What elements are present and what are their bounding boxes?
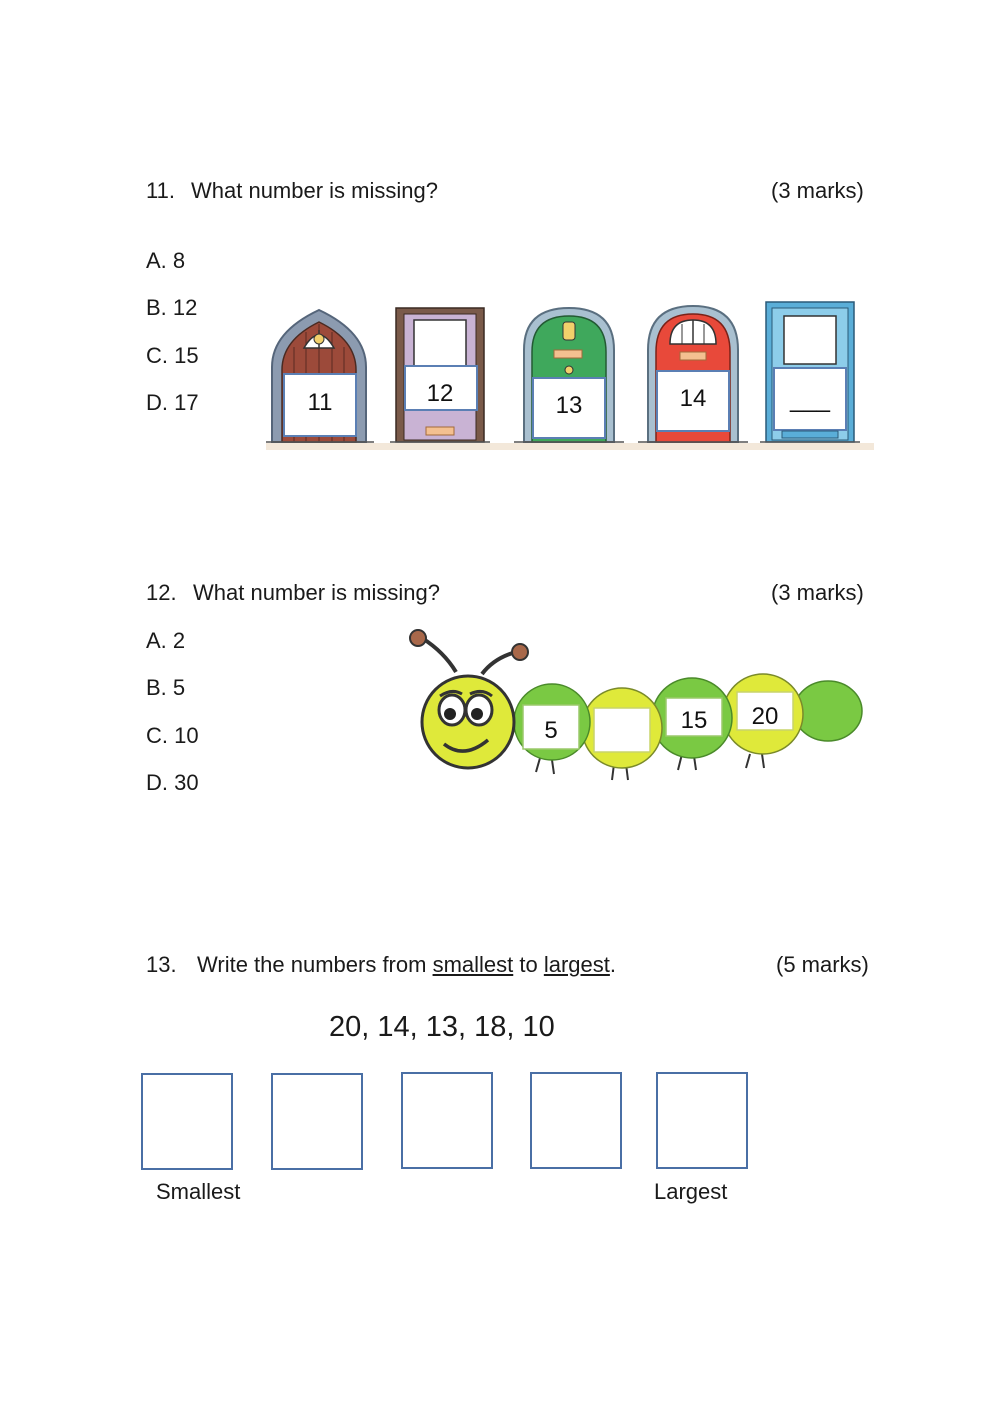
caterpillar-illustration	[400, 622, 870, 792]
label-smallest: Smallest	[156, 1179, 241, 1204]
caterpillar-tail	[794, 681, 862, 741]
q11-option-b[interactable]: B. 12	[146, 295, 198, 320]
doors-illustration	[262, 292, 878, 457]
answer-box-4[interactable]	[530, 1072, 622, 1169]
q13-number: 13.	[146, 952, 177, 977]
answer-box-2[interactable]	[271, 1073, 363, 1170]
q13-marks: (5 marks)	[776, 952, 869, 977]
q12-option-b[interactable]: B. 5	[146, 675, 186, 700]
q11-marks: (3 marks)	[771, 178, 864, 203]
q13-word-to: to	[513, 952, 544, 977]
q12-question: What number is missing?	[193, 580, 440, 605]
door-4-number: 14	[679, 385, 707, 412]
q13-question-end: .	[609, 952, 616, 977]
q13-word-smallest: smallest	[432, 952, 514, 977]
q12-option-a[interactable]: A. 2	[146, 628, 186, 653]
door-4	[638, 306, 748, 442]
door-5-number: ___	[789, 386, 831, 413]
q13-question-text: Write the numbers from	[197, 952, 433, 977]
q12-marks: (3 marks)	[771, 580, 864, 605]
door-3-number: 13	[555, 392, 583, 419]
door-5	[760, 302, 860, 442]
q11-option-a[interactable]: A. 8	[146, 248, 186, 273]
antenna-right	[482, 644, 528, 674]
door-3	[514, 308, 624, 442]
segment-1-number: 5	[544, 717, 558, 744]
antenna-left	[410, 630, 456, 672]
q11-question: What number is missing?	[191, 178, 438, 203]
q11-option-c[interactable]: C. 15	[146, 343, 199, 368]
q13-number-sequence: 20, 14, 13, 18, 10	[329, 1011, 555, 1043]
q11-number: 11.	[146, 178, 175, 203]
answer-box-5[interactable]	[656, 1072, 748, 1169]
q12-option-d[interactable]: D. 30	[146, 770, 199, 795]
segment-3-number: 15	[680, 707, 708, 734]
label-largest: Largest	[654, 1179, 728, 1204]
answer-box-1[interactable]	[141, 1073, 233, 1170]
q13-word-largest: largest	[543, 952, 610, 977]
q11-option-d[interactable]: D. 17	[146, 390, 199, 415]
q12-number: 12.	[146, 580, 177, 605]
door-2-number: 12	[426, 380, 454, 407]
door-2	[390, 308, 490, 442]
segment-4-number: 20	[751, 703, 779, 730]
answer-box-3[interactable]	[401, 1072, 493, 1169]
door-1-number: 11	[307, 389, 333, 416]
q12-option-c[interactable]: C. 10	[146, 723, 199, 748]
q13-question	[197, 952, 616, 978]
caterpillar-head	[422, 676, 514, 768]
door-1	[266, 310, 374, 442]
